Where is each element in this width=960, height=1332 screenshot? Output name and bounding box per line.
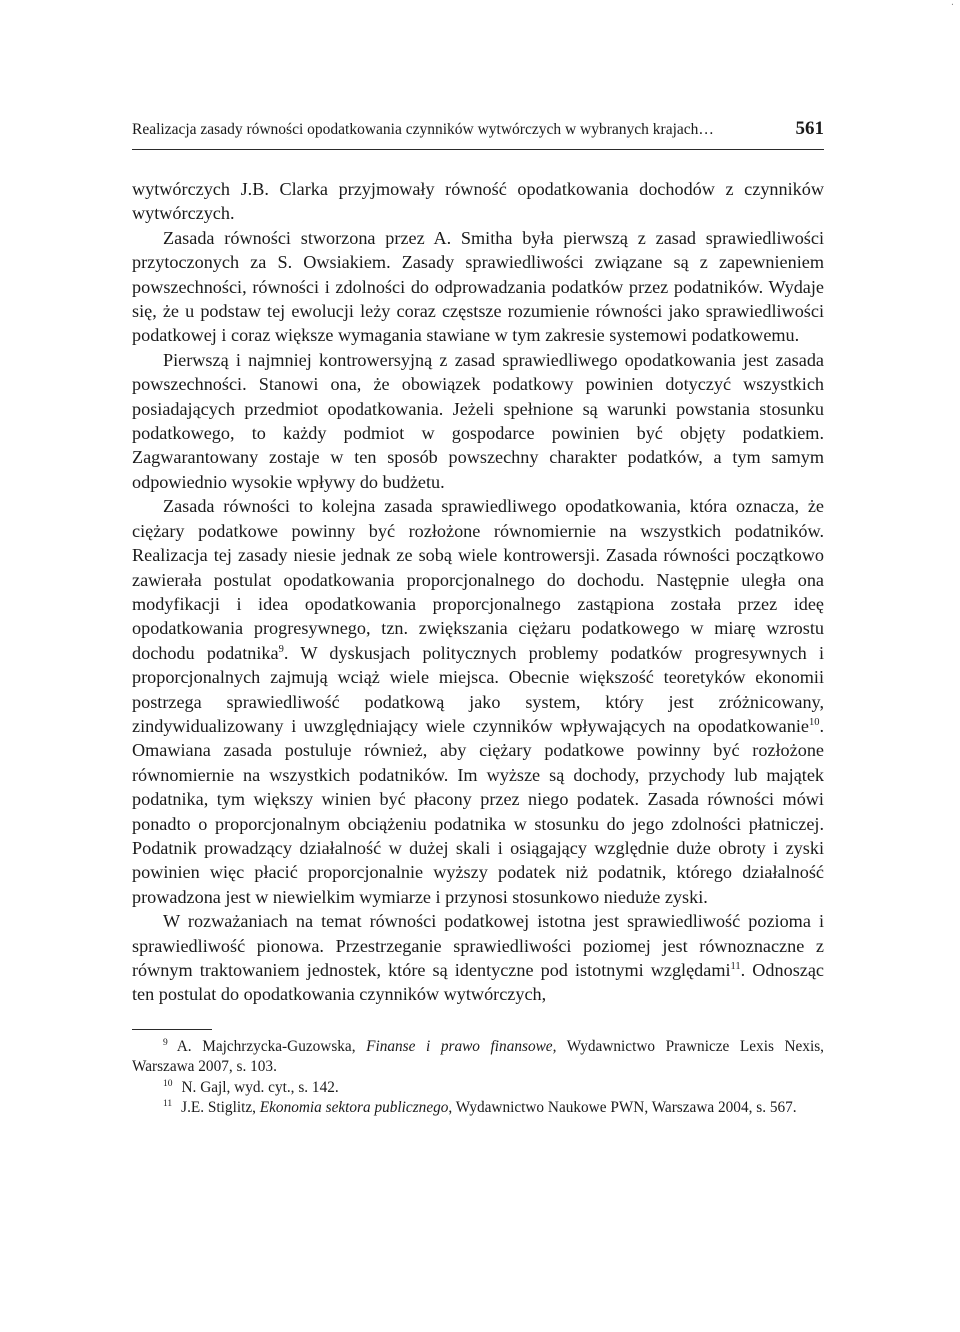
footnote-ref: 10 <box>163 1078 173 1089</box>
footnote <box>132 1078 824 1099</box>
text-run: N. Gajl, wyd. cyt., s. 142. <box>181 1078 339 1096</box>
crop-mark: · <box>950 0 954 11</box>
text-run: Wydawnictwo Prawnicze Lexis Nexis, Warszawa 2007, s. 103. <box>132 1037 824 1076</box>
text-run: Pierwszą i najmniej kontrowersyjną z zasad sprawiedliwego opodatkowania jest zasada powszechności. Stanowi ona, że obowiązek podatkowy powinien dotyczyć wszystkich posiadających przedmiot opodatkowania. Jeżeli spełnione są warunki powstania stosunku podatkowego, to każdy podmiot w gospodarce powinien być objęty podatkiem. Zagwarantowany zostaje w ten sposób powszechny charakter podatków, a tym samym odpowiednio wysokie wpływy do budżetu. <box>132 349 824 492</box>
paragraph <box>132 494 824 909</box>
text-run: Zasada równości stworzona przez A. Smitha była pierwszą z zasad sprawiedliwości przytoczonych za S. Owsiakiem. Zasady sprawiedliwości związane są z zapewnieniem powszechności, równości i zdolności do odprowadzania podatków przez podatników. Wydaje się, że u podstaw tej ewolucji leży coraz częstsze rozumienie równości jako sprawiedliwości podatkowej i coraz większe wymagania stawiane w tym zakresie systemowi podatkowemu. <box>132 227 824 346</box>
page-number: 561 <box>795 118 824 139</box>
footnote-separator <box>132 1029 212 1030</box>
text-run: Zasada równości to kolejna zasada sprawiedliwego opodatkowania, która oznacza, że ciężary podatkowe powinny być rozłożone równomiernie na wszystkich podatników. Realizacja tej zasady niesie jednak ze sobą wiele kontrowersji. Zasada równości początkowo zawierała postulat opodatkowania proporcjonalnego do dochodu. Następnie uległa ona modyfikacji i idea opodatkowania proporcjonalnego zastąpiona została przez ideę opodatkowania progresywnego, tzn. zwiększania ciężaru podatkowego w miarę wzrostu dochodu podatnika <box>132 496 824 663</box>
text-run: wytwórczych J.B. Clarka przyjmowały równość opodatkowania dochodów z czynników wytwórczych. <box>132 179 824 224</box>
text-run: A. Majchrzycka-Guzowska, <box>176 1037 367 1055</box>
text-run: . W dyskusjach politycznych problemy podatków progresywnych i proporcjonalnych zajmują wciąż wiele miejsca. Obecnie większość teoretyków ekonomii postrzega sprawiedliwość podatkową jako system, który jest zróżnicowany, zindywidualizowany i uwzględniający wiele czynników wpływających na opodatkowanie <box>132 642 824 736</box>
paragraph <box>132 909 824 1007</box>
footnote-ref: 11 <box>163 1099 173 1110</box>
text-run: J.E. Stiglitz, <box>181 1099 260 1117</box>
paragraph <box>132 177 824 226</box>
running-header <box>132 118 824 150</box>
footnote <box>132 1037 824 1078</box>
footnotes <box>132 1037 824 1119</box>
running-title: Realizacja zasady równości opodatkowania czynników wytwórczych w wybranych krajach… <box>132 121 714 138</box>
italic-title: Ekonomia sektora publicznego <box>259 1099 449 1117</box>
footnote-ref: 10 <box>808 716 820 728</box>
italic-title: Finanse i prawo finansowe, <box>366 1037 557 1055</box>
footnote-ref: 9 <box>278 643 284 655</box>
paragraph <box>132 348 824 494</box>
paragraph <box>132 226 824 348</box>
footnote-ref: 11 <box>730 960 741 972</box>
text-run: . Omawiana zasada postuluje również, aby ciężary podatkowe powinny być rozłożone równomiernie na wszystkich podatników. Im wyższe są dochody, przychody lub majątek podatnika, tym większy winien być płacony przez niego podatek. Zasada równości mówi ponadto o proporcjonalnym obciążeniu podatnika w stosunku do jego zdolności płatniczej. Podatnik prowadzący działalność w dużej skali i osiągający względnie duże obroty i zyski powinien więc płacić proporcjonalnie wyższy podatek niż podatnik, którego działalność prowadzona jest w niewielkim wymiarze i przynosi stosunkowo nieduże zyski. <box>132 715 824 907</box>
text-run: , Wydawnictwo Naukowe PWN, Warszawa 2004, s. 567. <box>448 1099 797 1117</box>
document-page <box>132 118 824 1119</box>
footnote <box>132 1098 824 1119</box>
text-run: W rozważaniach na temat równości podatkowej istotna jest sprawiedliwość pozioma i sprawiedliwość pionowa. Przestrzeganie sprawiedliwości poziomej jest równoznaczne z równym traktowaniem jednostek, które są identyczne pod istotnymi względami <box>132 911 824 980</box>
text-run: . Odnosząc ten postulat do opodatkowania czynników wytwórczych, <box>132 960 825 1005</box>
body-text <box>132 177 824 1007</box>
footnote-ref: 9 <box>163 1037 168 1048</box>
